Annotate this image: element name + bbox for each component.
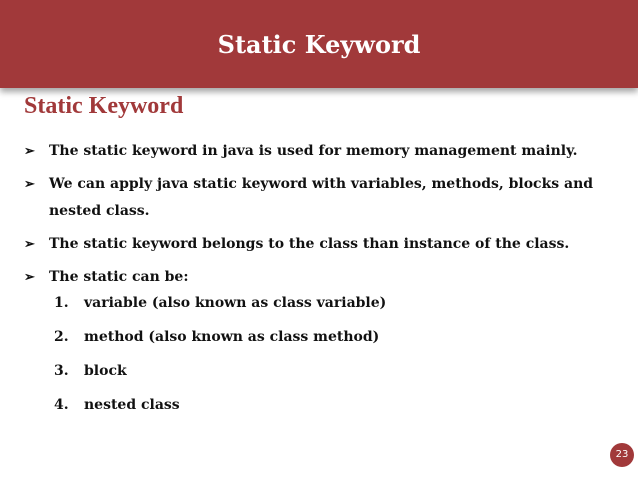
arrow-bullet-icon: ➢ [24,270,35,285]
item-text: nested class [84,397,180,413]
bullet-item [24,138,624,165]
item-text: block [84,363,127,379]
item-number: 4. [54,397,69,413]
numbered-item [54,326,386,360]
item-number: 3. [54,363,69,379]
bullet-item [24,231,624,258]
numbered-item [54,360,386,394]
slide-title: Static Keyword [217,30,421,59]
arrow-bullet-icon: ➢ [24,177,35,192]
bullet-item [24,264,624,291]
arrow-bullet-icon: ➢ [24,237,35,252]
content-heading: Static Keyword [24,93,184,119]
numbered-item [54,394,386,428]
bullet-text: The static keyword in java is used for memory management mainly. [49,143,578,159]
numbered-list [54,292,386,428]
arrow-bullet-icon: ➢ [24,144,35,159]
page-number-badge: 23 [610,443,634,467]
bullet-list [24,138,624,297]
header-bar [0,0,638,88]
item-text: variable (also known as class variable) [84,295,387,311]
bullet-text: We can apply java static keyword with variables, methods, blocks and nested class. [49,176,594,219]
bullet-text: The static keyword belongs to the class than instance of the class. [49,236,570,252]
bullet-text: The static can be: [49,269,189,285]
item-number: 1. [54,295,69,311]
item-text: method (also known as class method) [84,329,380,345]
numbered-item [54,292,386,326]
bullet-item [24,171,624,225]
item-number: 2. [54,329,69,345]
